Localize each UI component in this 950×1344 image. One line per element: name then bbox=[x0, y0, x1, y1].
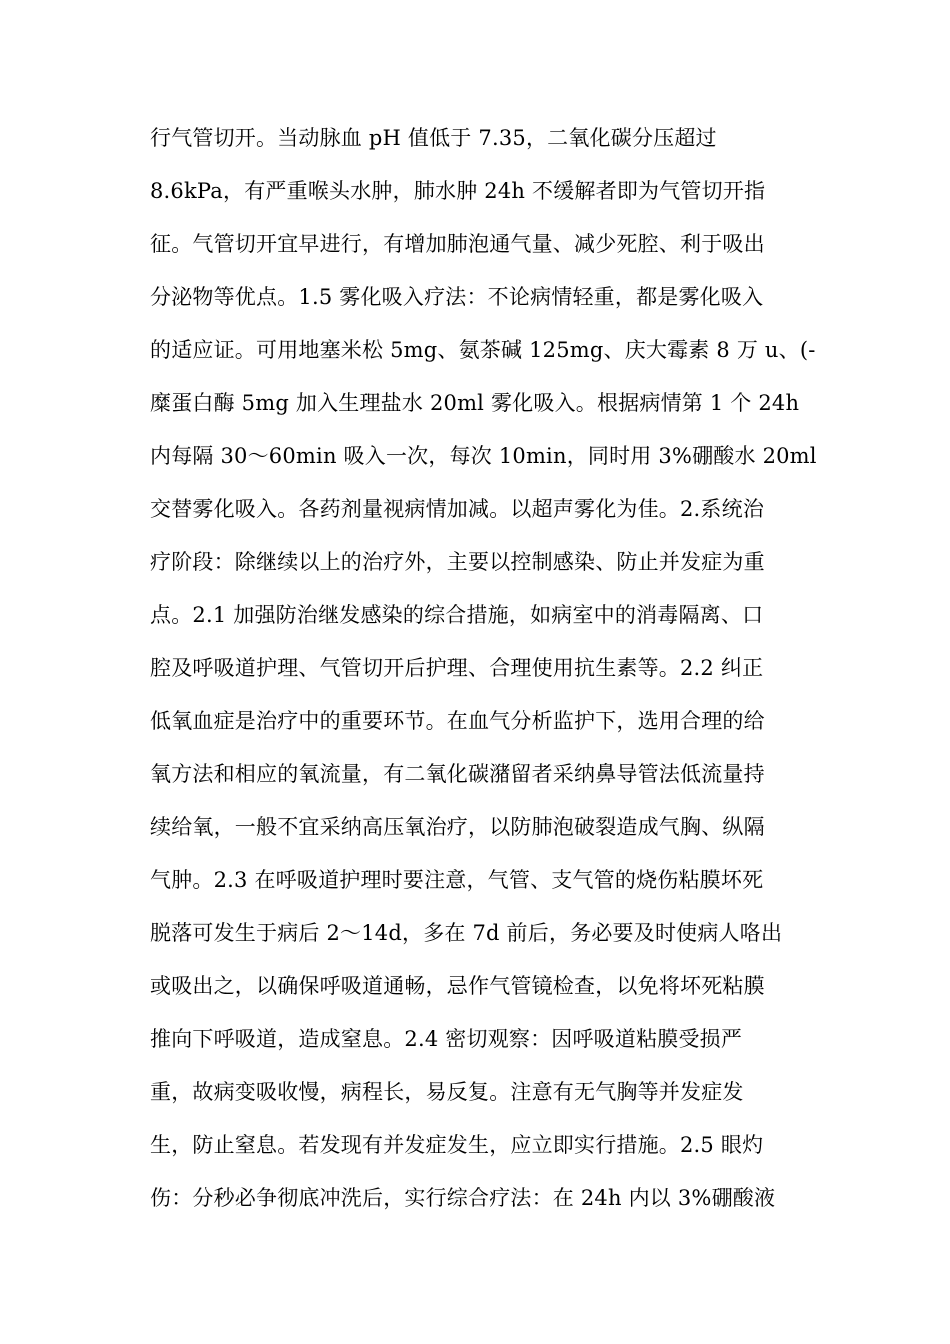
text-line: 气肿。2.3 在呼吸道护理时要注意，气管、支气管的烧伤粘膜坏死 bbox=[150, 868, 764, 892]
body-text bbox=[150, 118, 817, 1231]
text-line: 疗阶段：除继续以上的治疗外，主要以控制感染、防止并发症为重 bbox=[150, 550, 765, 574]
text-line: 重，故病变吸收慢，病程长，易反复。注意有无气胸等并发症发 bbox=[150, 1080, 744, 1104]
text-line: 伤：分秒必争彻底冲洗后，实行综合疗法：在 24h 内以 3%硼酸液 bbox=[150, 1186, 776, 1210]
text-line: 续给氧，一般不宜采纳高压氧治疗，以防肺泡破裂造成气胸、纵隔 bbox=[150, 815, 765, 839]
text-line: 的适应证。可用地塞米松 5mg、氨茶碱 125mg、庆大霉素 8 万 u、(- bbox=[150, 338, 816, 362]
text-line: 征。气管切开宜早进行，有增加肺泡通气量、减少死腔、利于吸出 bbox=[150, 232, 765, 256]
text-line: 分泌物等优点。1.5 雾化吸入疗法：不论病情轻重，都是雾化吸入 bbox=[150, 285, 764, 309]
text-line: 交替雾化吸入。各药剂量视病情加减。以超声雾化为佳。2.系统治 bbox=[150, 497, 765, 521]
text-line: 低氧血症是治疗中的重要环节。在血气分析监护下，选用合理的给 bbox=[150, 709, 765, 733]
text-line: 生，防止窒息。若发现有并发症发生，应立即实行措施。2.5 眼灼 bbox=[150, 1133, 764, 1157]
text-line: 或吸出之，以确保呼吸道通畅，忌作气管镜检查，以免将坏死粘膜 bbox=[150, 974, 765, 998]
text-line: 腔及呼吸道护理、气管切开后护理、合理使用抗生素等。2.2 纠正 bbox=[150, 656, 764, 680]
text-line: 行气管切开。当动脉血 pH 值低于 7.35，二氧化碳分压超过 bbox=[150, 126, 717, 150]
text-line: 糜蛋白酶 5mg 加入生理盐水 20ml 雾化吸入。根据病情第 1 个 24h bbox=[150, 391, 800, 415]
text-line: 脱落可发生于病后 2～14d，多在 7d 前后，务必要及时使病人咯出 bbox=[150, 921, 783, 945]
text-line: 氧方法和相应的氧流量，有二氧化碳潴留者采纳鼻导管法低流量持 bbox=[150, 762, 765, 786]
text-line: 推向下呼吸道，造成窒息。2.4 密切观察：因呼吸道粘膜受损严 bbox=[150, 1027, 743, 1051]
text-line: 内每隔 30～60min 吸入一次，每次 10min，同时用 3%硼酸水 20ml bbox=[150, 444, 817, 468]
text-line: 点。2.1 加强防治继发感染的综合措施，如病室中的消毒隔离、口 bbox=[150, 603, 764, 627]
text-line: 8.6kPa，有严重喉头水肿，肺水肿 24h 不缓解者即为气管切开指 bbox=[150, 179, 766, 203]
